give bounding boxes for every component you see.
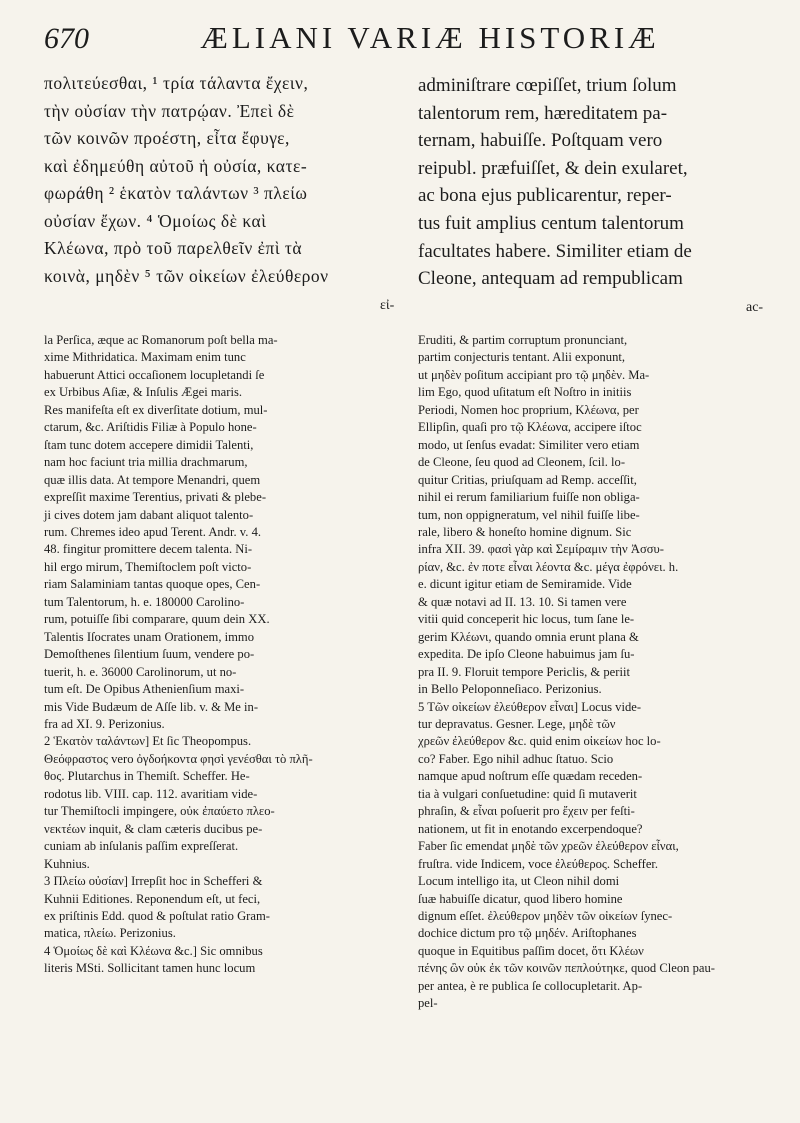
note-line: tur depravatus. Gesner. Lege, μηδὲ τῶν	[418, 716, 616, 731]
note-line: & quæ notavi ad II. 13. 10. Si tamen vere	[418, 594, 627, 609]
note-line: ſuæ habuiſſe dicatur, quod libero homine	[418, 891, 623, 906]
note-line: rale, libero & honeſto homine dignum. Sic	[418, 524, 632, 539]
latin-line: facultates habere. Similiter etiam de	[418, 240, 692, 262]
note-line: ut μηδὲν poſitum accipiant pro τῷ μηδὲν. Ma-	[418, 367, 650, 382]
note-line: namque apud noſtrum eſſe quædam receden-	[418, 769, 643, 784]
note-line: expedita. De ipſo Cleone habuimus jam ſu-	[418, 647, 635, 662]
note-line: vitii quid conceperit hic locus, tum ſane le-	[418, 612, 635, 627]
note-line: la Perſica, æque ac Romanorum poſt bella ma-	[44, 333, 278, 347]
note-line: lim Ego, quod uſitatum eſt Noſtro in initiis	[418, 385, 632, 400]
note-line: rodotus lib. VIII. cap. 112. avaritiam vide-	[44, 786, 258, 801]
note-line: partim conjecturis tentant. Alii exponunt,	[418, 350, 626, 365]
note-line: ex priſtinis Edd. quod & poſtulat ratio Gram-	[44, 908, 270, 923]
note-line: ctarum, &c. Ariſtidis Filiæ à Populo hone-	[44, 420, 257, 435]
note-line: riam Salaminiam tantas quoque opes, Cen-	[44, 577, 261, 592]
note-line: quitur Critias, priuſquam ad Remp. acceſſit,	[418, 472, 637, 487]
latin-line: talentorum rem, hæreditatem pa-	[418, 102, 668, 124]
latin-line: tus fuit amplius centum talentorum	[418, 212, 684, 234]
note-line: tur Themiſtocli impingere, οὐκ ἐπαύετο πλεο-	[44, 804, 275, 819]
note-line: dochice dictum pro τῷ μηδέν. Ariſtophanes	[418, 926, 637, 941]
note-line: pel-	[418, 996, 438, 1011]
note-line: fruſtra. vide Indicem, voce ἐλεύθερος. Scheffer.	[418, 856, 659, 871]
note-line: cuniam ab inſulanis paſſim expreſſerat.	[44, 839, 239, 854]
note-line: 3 Πλείω οὐσίαν] Irrepſit hoc in Schefferi &	[44, 874, 263, 889]
note-line: quæ illis data. At tempore Menandri, quem	[44, 472, 261, 487]
note-line: gerim Κλέωνι, quando omnia erunt plana &	[418, 629, 639, 644]
note-line: Ellipſin, quaſi pro τῷ Κλέωνα, accipere iſtoc	[418, 420, 642, 435]
note-line: 5 Τῶν οἰκείων ἐλεύθερον εἶναι] Locus vide-	[418, 699, 642, 714]
note-line: νεκτέων inquit, & clam cæteris ducibus pe-	[44, 821, 263, 836]
note-line: nihil ei rerum familiarium fuiſſe non obliga-	[418, 490, 640, 505]
note-line: Eruditi, & partim corruptum pronunciant,	[418, 333, 628, 347]
note-line: matica, πλείω. Perizonius.	[44, 926, 176, 941]
greek-catchword: εἰ-	[380, 298, 395, 313]
latin-text-column	[418, 72, 766, 293]
note-line: 48. fingitur promittere decem talenta. Ni-	[44, 542, 253, 557]
note-line: ji cives dotem jam dabant aliquot talento-	[44, 507, 254, 522]
greek-line: κοινὰ, μηδὲν ⁵ τῶν οἰκείων ἐλεύθερον	[44, 265, 329, 286]
note-line: co? Faber. Ego nihil adhuc ſtatuo. Scio	[418, 751, 614, 766]
running-title: ÆLIANI VARIÆ HISTORIÆ	[200, 20, 660, 55]
note-line: Res manifeſta eſt ex diverſitate dotium, mul-	[44, 402, 268, 417]
latin-line: ternam, habuiſſe. Poſtquam vero	[418, 130, 663, 152]
note-line: Locum intelligo ita, ut Cleon nihil domi	[418, 874, 620, 889]
page-number: 670	[44, 22, 89, 55]
note-line: in Bello Peloponneſiaco. Perizonius.	[418, 682, 602, 697]
note-line: Talentis Iſocrates unam Orationem, immo	[44, 629, 255, 644]
note-line: phraſin, & εἶναι poſuerit pro ἔχειν per feſti-	[418, 804, 635, 819]
note-line: infra XII. 39. φασὶ γὰρ καὶ Σεμίραμιν τὴν Ἀσσυ-	[418, 542, 664, 557]
note-line: 2 Ἑκατὸν ταλάντων] Et ſic Theopompus.	[44, 734, 252, 749]
note-line: tum Talentorum, h. e. 180000 Carolino-	[44, 594, 245, 609]
note-line: θος. Plutarchus in Themiſt. Scheffer. He-	[44, 769, 250, 784]
note-line: per antea, è re publica ſe collocupletarit. Ap-	[418, 978, 643, 993]
latin-line: Cleone, antequam ad rempublicam	[418, 268, 683, 290]
note-line: dignum eſſet. ἐλεύθερον μηδὲν τῶν οἰκείων ſynec-	[418, 908, 673, 923]
note-line: pra II. 9. Floruit tempore Periclis, & periit	[418, 664, 630, 679]
greek-line: τῶν κοινῶν προέστη, εἶτα ἔφυγε,	[44, 128, 290, 148]
note-line: tia à vulgari conſuetudine: quid ſi mutaverit	[418, 786, 637, 801]
note-line: 4 Ὁμοίως δὲ καὶ Κλέωνα &c.] Sic omnibus	[44, 943, 263, 958]
latin-catchword: ac-	[746, 300, 764, 315]
note-line: χρεῶν ἐλεύθερον &c. quid enim οἰκείων hoc lo-	[418, 734, 661, 749]
note-line: literis MSti. Sollicitant tamen hunc locum	[44, 961, 256, 976]
note-line: rum. Chremes ideo apud Terent. Andr. v. 4.	[44, 524, 262, 539]
greek-line: φωράθη ² ἑκατὸν ταλάντων ³ πλείω	[44, 183, 308, 203]
note-line: expreſſit maxime Terentius, privati & plebe-	[44, 490, 267, 505]
note-line: quoque in Equitibus paſſim docet, ὅτι Κλέων	[418, 943, 644, 958]
latin-line: adminiſtrare cœpiſſet, trium ſolum	[418, 75, 677, 96]
note-line: e. dicunt igitur etiam de Semiramide. Vide	[418, 577, 632, 592]
greek-line: Κλέωνα, πρὸ τοῦ παρελθεῖν ἐπὶ τὰ	[44, 238, 303, 258]
note-line: Θεόφραστος vero ὀγδοήκοντα φησὶ γενέσθαι τὸ πλῆ-	[44, 751, 313, 766]
greek-line: καὶ ἐδημεύθη αὐτοῦ ἡ οὐσία, κατε-	[44, 155, 308, 176]
note-line: tum, non oppigneratum, vel nihil fuiſſe libe-	[418, 507, 640, 522]
note-line: ρίαν, &c. ἐν ποτε εἶναι λέοντα &c. μέγα ἐφρόνει. h.	[418, 559, 679, 574]
note-line: hil ergo mirum, Themiſtoclem poſt victo-	[44, 559, 252, 574]
note-line: mis Vide Budæum de Aſſe lib. v. & Me in-	[44, 699, 259, 714]
note-line: xime Mithridatica. Maximam enim tunc	[44, 350, 246, 365]
note-line: Kuhnius.	[44, 856, 90, 871]
greek-text-column	[44, 70, 396, 290]
note-line: πένης ὢν οὐκ ἐκ τῶν κοινῶν πεπλούτηκε, quod Cleon pau-	[418, 961, 715, 976]
page-header	[44, 20, 764, 60]
note-line: tum eſt. De Opibus Athenienſium maxi-	[44, 682, 245, 697]
notes-right-column	[418, 332, 770, 1013]
greek-line: πολιτεύεσθαι, ¹ τρία τάλαντα ἔχειν,	[44, 73, 309, 93]
note-line: Periodi, Nomen hoc proprium, Κλέωνα, per	[418, 402, 639, 417]
note-line: Kuhnii Editiones. Reponendum eſt, ut feci,	[44, 891, 261, 906]
greek-line: οὐσίαν ἔχων. ⁴ Ὁμοίως δὲ καὶ	[44, 210, 267, 231]
latin-line: reipubl. præfuiſſet, & dein exularet,	[418, 157, 688, 179]
note-line: nam hoc faciunt tria millia drachmarum,	[44, 455, 248, 470]
note-line: rum, potuiſſe ſibi comparare, quum dein XX.	[44, 612, 270, 627]
note-line: fra ad XI. 9. Perizonius.	[44, 716, 165, 731]
note-line: modo, ut ſenſus evadat: Similiter vero etiam	[418, 437, 640, 452]
notes-left-column	[44, 332, 396, 978]
note-line: habuerunt Attici occaſionem locupletandi ſe	[44, 367, 265, 382]
note-line: de Cleone, ſeu quod ad Cleonem, ſcil. lo-	[418, 455, 626, 470]
note-line: Demoſthenes ſilentium ſuum, vendere po-	[44, 647, 255, 662]
note-line: tuerit, h. e. 36000 Carolinorum, ut no-	[44, 664, 237, 679]
note-line: nationem, ut fit in enotando excerpendoque?	[418, 821, 643, 836]
note-line: ſtam tunc dotem accepere dimidii Talenti,	[44, 437, 254, 452]
note-line: Faber ſic emendat μηδὲ τῶν χρεῶν ἐλεύθερον εἶναι,	[418, 839, 679, 854]
latin-line: ac bona ejus publicarentur, reper-	[418, 185, 672, 207]
note-line: ex Urbibus Aſiæ, & Inſulis Ægei maris.	[44, 385, 242, 400]
greek-line: τὴν οὐσίαν τὴν πατρῴαν. Ἐπεὶ δὲ	[44, 100, 295, 121]
